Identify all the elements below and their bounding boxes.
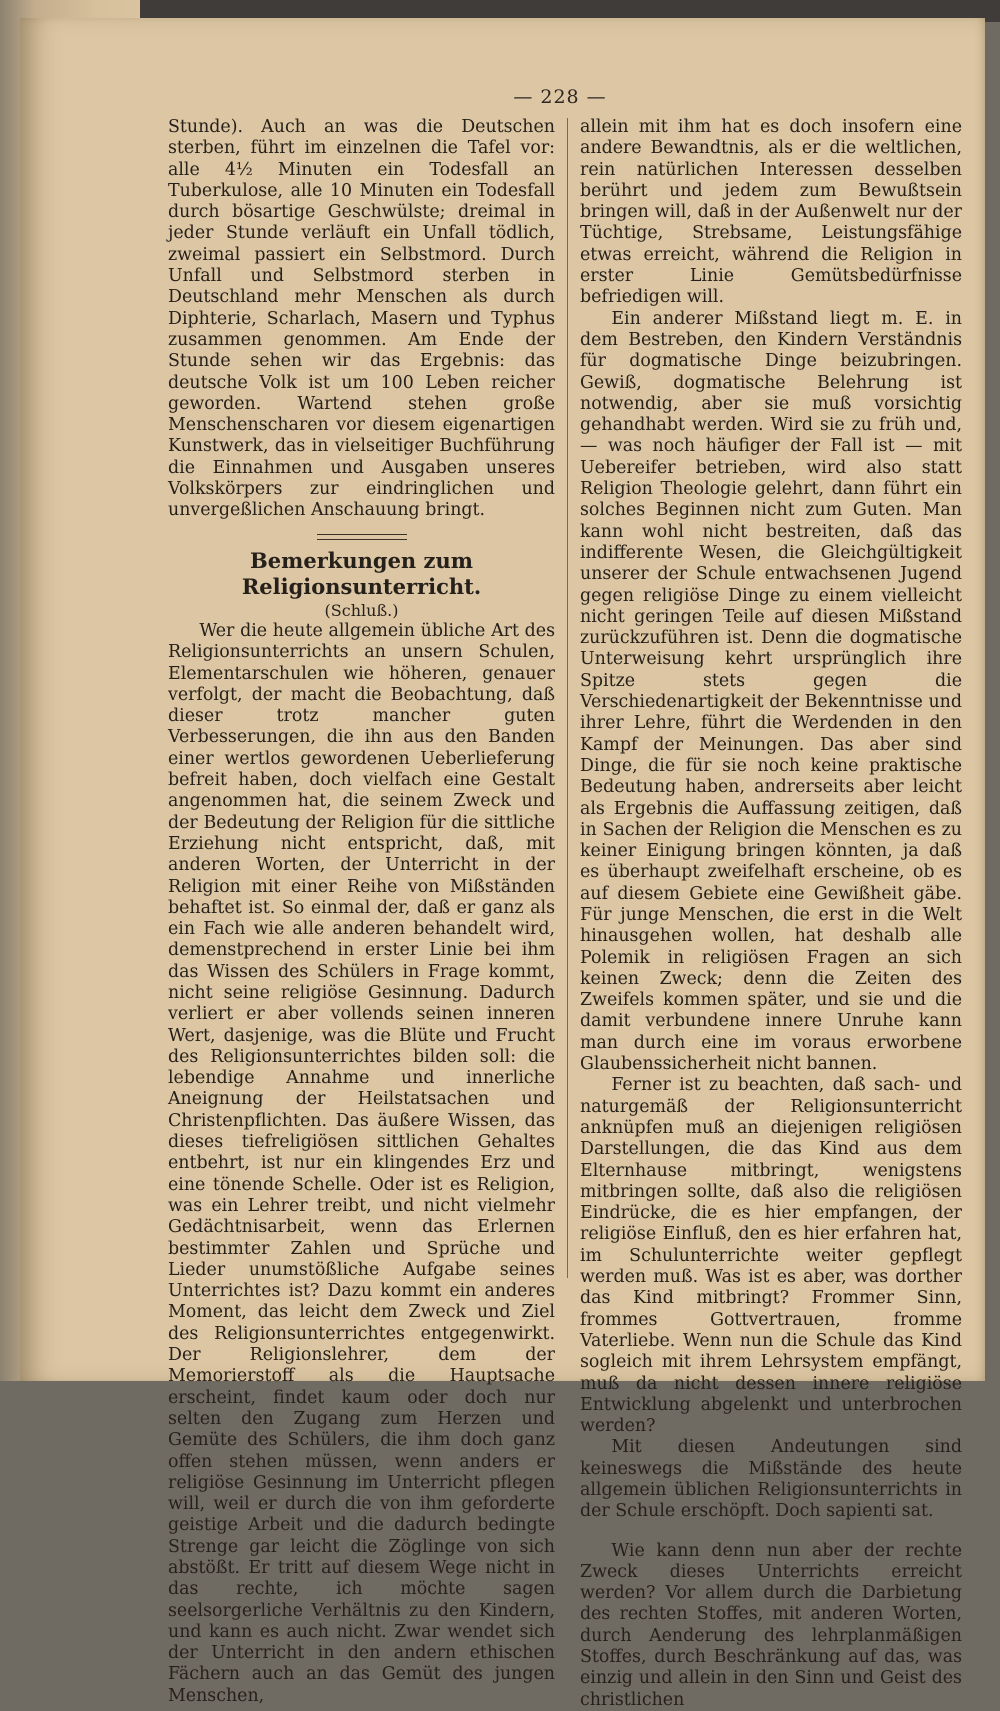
paragraph-question: Wie kann denn nun aber der rechte Zweck dieses Unterrichts erreicht werden? Vor allem durch die Darbietung des rechten Stoffes, mit anderen Worten, durch Aenderung des lehrplanmäßigen Stoffes, durch Beschränkung auf das, was einzig und allein in den Sinn und Geist des christlichen (580, 1540, 962, 1710)
paragraph-family: Ferner ist zu beachten, daß sach- und naturgemäß der Religionsunterricht anknüpfen muß an diejenigen religiösen Darstellungen, die das Kind aus dem Elternhause mitbringt, wenigstens mitbringen sollte, daß also die religiösen Eindrücke, die es hier empfangen, der religiöse Einfluß, den es hier erfahren hat, im Schulunterrichte weiter gepflegt werden muß. Was ist es aber, was dorther das Kind mitbringt? Frommer Sinn, frommes Gottvertrauen, fromme Vaterliebe. Wenn nun die Schule das Kind sogleich mit ihrem Lehrsystem empfängt, muß da nicht dessen innere religiöse Entwicklung abgelenkt und unterbrochen werden? (580, 1075, 962, 1437)
paragraph-summary: Mit diesen Andeutungen sind keineswegs die Mißstände des heute allgemein üblichen Religionsunterrichts in der Schule erschöpft. Doch sapienti sat. (580, 1437, 962, 1522)
column-divider (567, 118, 568, 1278)
article-subheading: (Schluß.) (324, 600, 399, 620)
heading-rule (317, 534, 407, 540)
paragraph-continuation-left: Stunde). Auch an was die Deutschen sterben, führt im einzelnen die Tafel vor: alle 4½ Minuten ein Todesfall an Tuberkulose, alle 10 Minuten ein Todesfall durch bösartige Geschwülste; dreimal in jeder Stunde verläuft ein Unfall tödlich, zweimal passiert ein Selbstmord. Durch Unfall und Selbstmord sterben in Deutschland mehr Menschen als durch Diphterie, Scharlach, Masern und Typhus zusammen genommen. Am Ende der Stunde sehen wir das Ergebnis: das deutsche Volk ist um 100 Leben reicher geworden. Wartend stehen große Menschenscharen vor diesem eigenartigen Kunstwerk, das in vielseitiger Buchführung die Einnahmen und Ausgaben unseres Volkskörpers zur eindringlichen und unvergeßlichen Anschauung bringt. (168, 117, 555, 521)
paragraph-gap (580, 1523, 962, 1541)
paragraph-continuation-right: allein mit ihm hat es doch insofern eine andere Bewandtnis, als er die weltlichen, rein natürlichen Interessen desselben berührt und jedem zum Bewußtsein bringen will, daß in der Außenwelt nur der Tüchtige, Strebsame, Leistungsfähige etwas erreicht, während die Religion in erster Linie Gemütsbedürfnisse befriedigen will. (580, 117, 962, 308)
page-number: — 228 — (513, 86, 607, 108)
paragraph-dogmatic: Ein anderer Mißstand liegt m. E. in dem Bestreben, den Kindern Verständnis für dogmatische Dinge beizubringen. Gewiß, dogmatische Belehrung ist notwendig, aber sie muß vorsichtig gehandhabt werden. Wird sie zu früh und, — was noch häufiger der Fall ist — mit Uebereifer betrieben, wird also statt Religion Theologie gelehrt, dann führt ein solches Beginnen nicht zum Guten. Man kann wohl nicht bestreiten, daß das indifferente Wesen, die Gleichgültigkeit unserer der Schule entwachsenen Jugend gegen religiöse Dinge zu einem vielleicht nicht geringen Teile auf diesen Mißstand zurückzuführen ist. Denn die dogmatische Unterweisung kehrt ursprünglich ihre Spitze stets gegen die Verschiedenartigkeit der Bekenntnisse und ihrer Lehre, führt die Werdenden in den Kampf der Meinungen. Das aber sind Dinge, die für sie noch keine praktische Bedeutung haben, andrerseits aber leicht als Ergebnis die Auffassung zeitigen, daß in Sachen der Religion die Menschen es zu keiner Einigung bringen könnten, ja daß es überhaupt zweifelhaft erscheine, ob es auf diesem Gebiete eine Gewißheit gäbe. Für junge Menschen, die erst in die Welt hinausgehen wollen, hat deshalb alle Polemik in religiösen Fragen an sich keinen Zweck; denn die Zeiten des Zweifels kommen später, und sie und die damit verbundene innere Unruhe kann man durch eine im voraus erworbene Glaubenssicherheit nicht bannen. (580, 308, 962, 1075)
right-column (580, 117, 962, 1711)
paragraph-main-left: Wer die heute allgemein übliche Art des Religionsunterrichts an unsern Schulen, Elementarschulen wie höheren, genauer verfolgt, der macht die Beobachtung, daß dieser trotz mancher guten Verbesserungen, die ihn aus den Banden einer wertlos gewordenen Ueberlieferung befreit haben, doch vielfach eine Gestalt angenommen hat, die seinem Zweck und der Bedeutung der Religion für die sittliche Erziehung nicht entspricht, daß, mit anderen Worten, der Unterricht in der Religion mit einer Reihe von Mißständen behaftet ist. So einmal der, daß er ganz als ein Fach wie alle anderen behandelt wird, demenstprechend in erster Linie bei ihm das Wissen des Schülers in Frage kommt, nicht seine religiöse Gesinnung. Dadurch verliert er aber vollends seinen inneren Wert, dasjenige, was die Blüte und Frucht des Religionsunterrichtes bilden soll: die lebendige Annahme und innerliche Aneignung der Heilstatsachen und Christenpflichten. Das äußere Wissen, das dieses tiefreligiösen sittlichen Gehaltes entbehrt, ist nur ein klingendes Erz und eine tönende Schelle. Oder ist es Religion, was ein Lehrer treibt, und nicht vielmehr Gedächtnisarbeit, wenn das Erlernen bestimmter Zahlen und Sprüche und Lieder unumstößliche Aufgabe seines Unterrichtes ist? Dazu kommt ein anderes Moment, das leicht dem Zweck und Ziel des Religionsunterrichtes entgegenwirkt. Der Religionslehrer, dem der Memorierstoff als die Hauptsache erscheint, findet kaum oder doch nur selten den Zugang zum Herzen und Gemüte des Schülers, die ihm doch ganz offen stehen müssen, wenn anders er religiöse Gesinnung im Unterricht pflegen will, weil er durch die von ihm geforderte geistige Arbeit und die dadurch bedingte Strenge gar leicht die Zöglinge von sich abstößt. Er tritt auf diesem Wege nicht in das rechte, ich möchte sagen seelsorgerliche Verhältnis zu den Kindern, und kann es auch nicht. Zwar wendet sich der Unterricht in den andern ethischen Fächern auch an das Gemüt des jungen Menschen, (168, 620, 555, 1706)
article-heading: Bemerkungen zum Religionsunterricht. (241, 547, 482, 599)
left-column (168, 117, 555, 1707)
